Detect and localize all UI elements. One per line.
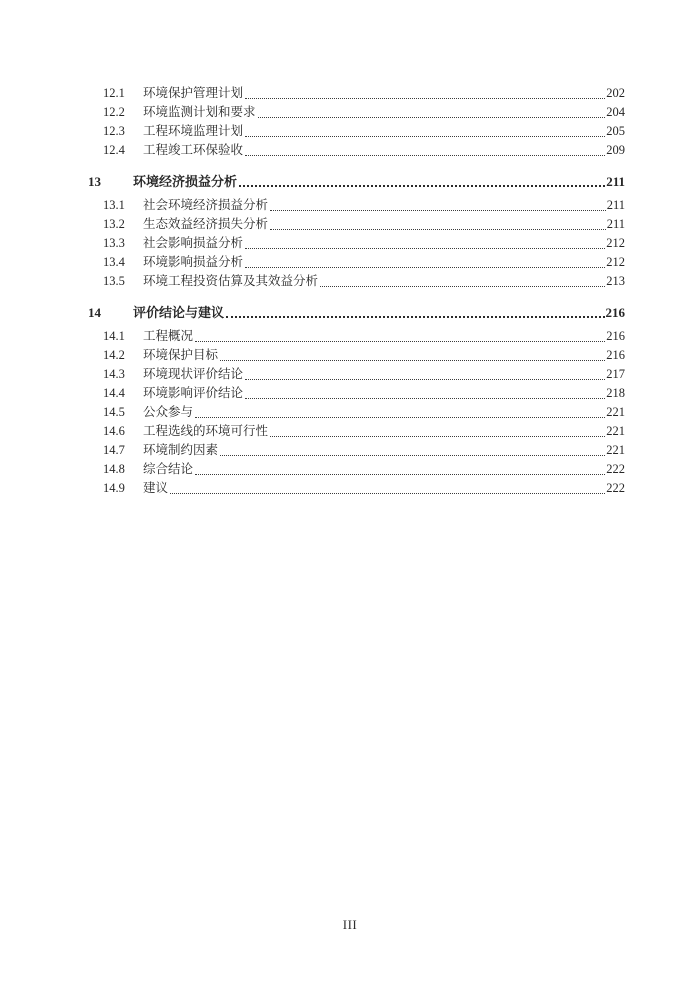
toc-entry-title: 工程环境监理计划 (143, 124, 244, 138)
toc-entry-page-number: 213 (606, 274, 625, 288)
toc-item-row (0, 479, 625, 498)
toc-leader-dots (245, 248, 605, 249)
toc-entry-title: 社会环境经济损益分析 (143, 198, 269, 212)
toc-leader-dots (245, 379, 605, 380)
toc-entry-title: 工程选线的环境可行性 (143, 424, 269, 438)
toc-entry-title: 环境现状评价结论 (143, 367, 244, 381)
toc-entry-number: 14.3 (103, 367, 125, 381)
toc-leader-dots (270, 210, 606, 211)
toc-list (0, 84, 625, 498)
toc-leader-dots (270, 229, 606, 230)
toc-entry-page-number: 211 (606, 198, 625, 212)
toc-leader-dots (220, 360, 605, 361)
toc-leader-dots (258, 117, 606, 118)
toc-entry-page-number: 216 (605, 305, 625, 320)
toc-entry-title: 工程竣工环保验收 (143, 143, 244, 157)
toc-entry-number: 14.8 (103, 462, 125, 476)
toc-entry-number: 13.5 (103, 274, 125, 288)
toc-entry-title: 环境影响评价结论 (143, 386, 244, 400)
toc-entry-title: 生态效益经济损失分析 (143, 217, 269, 231)
toc-item-row (0, 365, 625, 384)
toc-leader-dots (220, 455, 605, 456)
toc-item-row (0, 234, 625, 253)
toc-entry-title: 环境制约因素 (143, 443, 219, 457)
toc-entry-number: 13.4 (103, 255, 125, 269)
toc-leader-dots (195, 474, 605, 475)
toc-entry-number: 12.1 (103, 86, 125, 100)
toc-chapter-row (0, 172, 625, 191)
toc-item-row (0, 122, 625, 141)
toc-entry-title: 环境监测计划和要求 (143, 105, 256, 119)
toc-leader-dots (245, 267, 605, 268)
toc-leader-dots (245, 136, 605, 137)
toc-entry-page-number: 218 (606, 386, 625, 400)
toc-leader-dots (320, 286, 605, 287)
toc-item-row (0, 141, 625, 160)
toc-item-row (0, 327, 625, 346)
toc-entry-page-number: 221 (606, 405, 625, 419)
toc-leader-dots (270, 436, 605, 437)
toc-item-row (0, 272, 625, 291)
toc-entry-page-number: 221 (606, 424, 625, 438)
toc-entry-page-number: 222 (606, 462, 625, 476)
toc-entry-number: 14.2 (103, 348, 125, 362)
toc-item-row (0, 346, 625, 365)
toc-entry-page-number: 209 (606, 143, 625, 157)
toc-entry-page-number: 211 (606, 217, 625, 231)
toc-entry-number: 14.5 (103, 405, 125, 419)
toc-entry-title: 环境经济损益分析 (133, 174, 238, 189)
toc-item-row (0, 422, 625, 441)
toc-entry-number: 14.7 (103, 443, 125, 457)
toc-entry-number: 14 (88, 305, 101, 320)
toc-entry-page-number: 212 (606, 255, 625, 269)
toc-entry-number: 12.4 (103, 143, 125, 157)
toc-entry-title: 评价结论与建议 (133, 305, 225, 320)
toc-entry-title: 公众参与 (143, 405, 194, 419)
toc-entry-page-number: 216 (606, 329, 625, 343)
toc-entry-number: 14.4 (103, 386, 125, 400)
toc-entry-page-number: 212 (606, 236, 625, 250)
toc-entry-number: 12.3 (103, 124, 125, 138)
toc-entry-page-number: 204 (606, 105, 625, 119)
toc-entry-number: 14.1 (103, 329, 125, 343)
toc-entry-page-number: 205 (606, 124, 625, 138)
toc-leader-dots (195, 417, 605, 418)
toc-entry-number: 13.3 (103, 236, 125, 250)
toc-entry-page-number: 222 (606, 481, 625, 495)
toc-leader-dots (245, 398, 605, 399)
toc-entry-title: 环境保护管理计划 (143, 86, 244, 100)
toc-item-row (0, 460, 625, 479)
toc-entry-title: 综合结论 (143, 462, 194, 476)
footer-page-number: III (342, 917, 358, 932)
toc-item-row (0, 103, 625, 122)
toc-leader-dots (195, 341, 605, 342)
toc-chapter-row (0, 303, 625, 322)
toc-leader-dots (239, 185, 605, 187)
toc-entry-page-number: 202 (606, 86, 625, 100)
toc-item-row (0, 441, 625, 460)
toc-item-row (0, 215, 625, 234)
toc-entry-page-number: 217 (606, 367, 625, 381)
toc-entry-title: 建议 (143, 481, 169, 495)
toc-leader-dots (245, 98, 605, 99)
toc-entry-title: 环境工程投资估算及其效益分析 (143, 274, 319, 288)
toc-item-row (0, 384, 625, 403)
toc-entry-page-number: 221 (606, 443, 625, 457)
toc-entry-number: 13.2 (103, 217, 125, 231)
toc-leader-dots (170, 493, 605, 494)
toc-item-row (0, 196, 625, 215)
toc-leader-dots (245, 155, 605, 156)
toc-item-row (0, 403, 625, 422)
toc-entry-title: 社会影响损益分析 (143, 236, 244, 250)
toc-entry-page-number: 211 (606, 174, 625, 189)
toc-entry-number: 12.2 (103, 105, 125, 119)
toc-entry-number: 13 (88, 174, 101, 189)
toc-entry-number: 14.9 (103, 481, 125, 495)
toc-item-row (0, 84, 625, 103)
toc-entry-number: 14.6 (103, 424, 125, 438)
toc-entry-title: 工程概况 (143, 329, 194, 343)
toc-entry-title: 环境保护目标 (143, 348, 219, 362)
toc-item-row (0, 253, 625, 272)
toc-entry-title: 环境影响损益分析 (143, 255, 244, 269)
toc-entry-page-number: 216 (606, 348, 625, 362)
toc-entry-number: 13.1 (103, 198, 125, 212)
toc-leader-dots (226, 316, 604, 318)
